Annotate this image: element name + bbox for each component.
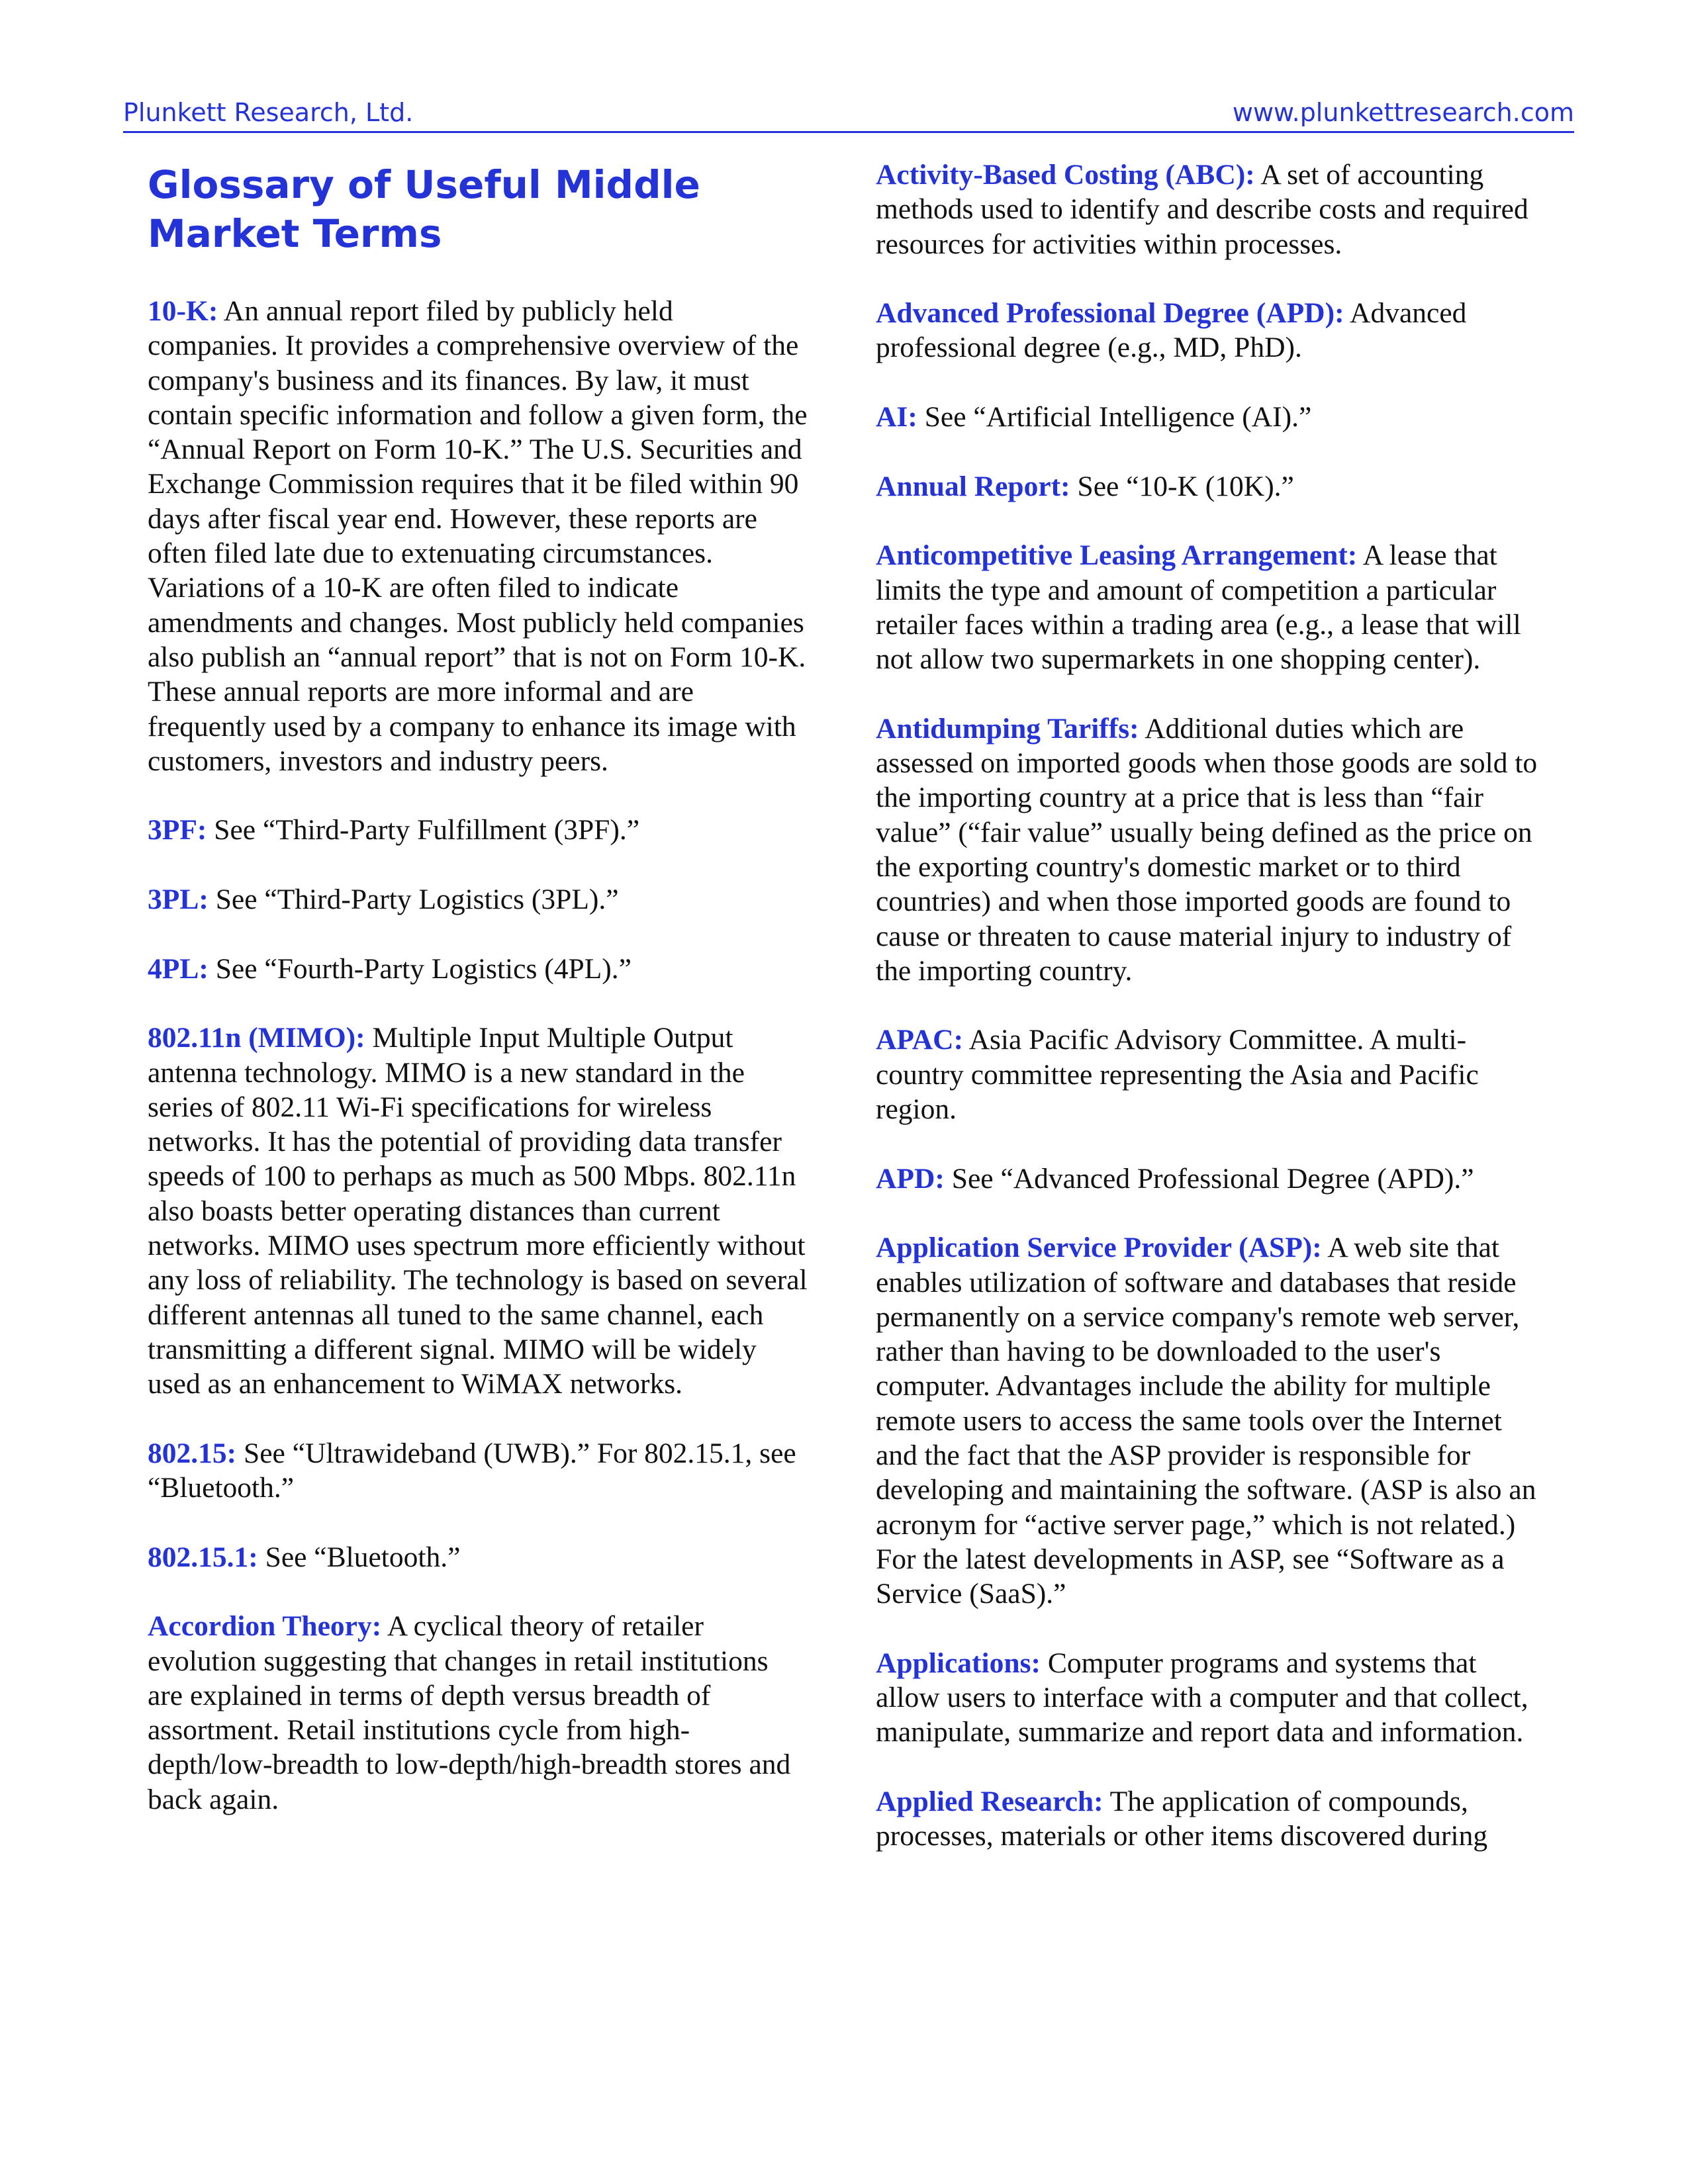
glossary-term: Accordion Theory: (148, 1610, 382, 1643)
glossary-term: APAC: (876, 1024, 964, 1056)
glossary-definition: See “Bluetooth.” (265, 1541, 461, 1573)
glossary-definition: Asia Pacific Advisory Committee. A multi-country committee representing the Asia and Pacific region. (876, 1024, 1479, 1126)
glossary-term: 3PF: (148, 814, 207, 846)
page-header (123, 98, 1574, 133)
glossary-entry (876, 296, 1544, 365)
glossary-term: Applied Research: (876, 1785, 1103, 1817)
glossary-entry (148, 1021, 810, 1401)
glossary-entry (876, 400, 1544, 434)
glossary-definition: See “Third-Party Logistics (3PL).” (215, 884, 619, 916)
glossary-definition: Advanced professional degree (e.g., MD, PhD). (876, 297, 1467, 364)
glossary-term: AI: (876, 401, 917, 433)
glossary-entry (148, 882, 810, 917)
website-link[interactable]: www.plunkettresearch.com (1232, 98, 1574, 127)
glossary-definition: A lease that limits the type and amount of competition a particular retailer faces within a trading area (e.g., a lease that will not allow two supermarkets in one shopping center). (876, 539, 1521, 676)
left-column (148, 158, 810, 1851)
glossary-term: Antidumping Tariffs: (876, 712, 1139, 745)
glossary-entry (876, 1023, 1544, 1126)
glossary-definition: See “Advanced Professional Degree (APD).” (951, 1162, 1474, 1195)
glossary-entry (148, 1609, 810, 1817)
glossary-entry (876, 1646, 1544, 1750)
glossary-term: 802.15.1: (148, 1541, 258, 1573)
glossary-definition: See “Third-Party Fulfillment (3PF).” (214, 814, 639, 846)
glossary-definition: Additional duties which are assessed on imported goods when those goods are sold to the importing country at a price that is less than “fair value” (“fair value” usually being defined as the price on the exporting country's domestic market or to third countries) and when those imported goods are found to cause or threaten to cause material injury to industry of the importing country. (876, 712, 1538, 987)
glossary-definition: A cyclical theory of retailer evolution suggesting that changes in retail institutions are explained in terms of depth versus breadth of assortment. Retail institutions cycle from high-depth/low-breadth to low-depth/high-breadth stores and back again. (148, 1610, 791, 1815)
glossary-entry (148, 1436, 810, 1506)
glossary-entry (876, 711, 1544, 988)
glossary-definition: An annual report filed by publicly held companies. It provides a comprehensive overview of the company's business and its finances. By law, it must contain specific information and follow a given form, the “Annual Report on Form 10-K.” The U.S. Securities and Exchange Commission requires that it be filed within 90 days after fiscal year end. However, these reports are often filed late due to extenuating circumstances. Variations of a 10-K are often filed to indicate amendments and changes. Most publicly held companies also publish an “annual report” that is not on Form 10-K. These annual reports are more informal and are frequently used by a company to enhance its image with customers, investors and industry peers. (148, 295, 808, 777)
glossary-term: Annual Report: (876, 470, 1070, 502)
glossary-definition: See “Ultrawideband (UWB).” For 802.15.1, see “Bluetooth.” (148, 1437, 796, 1504)
glossary-entry (148, 813, 810, 847)
glossary-definition: See “10-K (10K).” (1077, 470, 1294, 502)
glossary-term: Application Service Provider (ASP): (876, 1232, 1322, 1264)
glossary-entry (876, 538, 1544, 676)
glossary-definition: Multiple Input Multiple Output antenna technology. MIMO is a new standard in the series of 802.11 Wi-Fi specifications for wireless networks. It has the potential of providing data transfer speeds of 100 to perhaps as much as 500 Mbps. 802.11n also boasts better operating distances than current networks. MIMO uses spectrum more efficiently without any loss of reliability. The technology is based on several different antennas all tuned to the same channel, each transmitting a different signal. MIMO will be widely used as an enhancement to WiMAX networks. (148, 1022, 808, 1400)
glossary-term: 802.11n (MIMO): (148, 1022, 365, 1054)
glossary-entry (148, 294, 810, 778)
glossary-definition: The application of compounds, processes, materials or other items discovered during (876, 1785, 1488, 1852)
glossary-term: Anticompetitive Leasing Arrangement: (876, 539, 1358, 572)
glossary-entry (876, 469, 1544, 504)
right-column (876, 158, 1544, 1888)
glossary-entry (148, 952, 810, 986)
glossary-entry (876, 1230, 1544, 1611)
glossary-term: APD: (876, 1162, 945, 1195)
glossary-term: 10-K: (148, 295, 218, 327)
glossary-term: 3PL: (148, 884, 209, 916)
glossary-term: 4PL: (148, 952, 209, 985)
publisher-name: Plunkett Research, Ltd. (123, 98, 414, 127)
glossary-term: Activity-Based Costing (ABC): (876, 159, 1255, 191)
glossary-definition: See “Artificial Intelligence (AI).” (924, 401, 1312, 433)
page-title: Glossary of Useful Middle Market Terms (148, 162, 700, 256)
glossary-entry (876, 1784, 1544, 1854)
glossary-term: 802.15: (148, 1437, 237, 1469)
glossary-definition: A web site that enables utilization of software and databases that reside permanently on a service company's remote web server, rather than having to be downloaded to the user's computer. Advantages include the ability for multiple remote users to access the same tools over the Internet and the fact that the ASP provider is responsible for developing and maintaining the software. (ASP is also an acronym for “active server page,” which is not related.) For the latest developments in ASP, see “Software as a Service (SaaS).” (876, 1232, 1536, 1610)
glossary-entry (876, 1161, 1544, 1196)
glossary-definition: A set of accounting methods used to identify and describe costs and required resources for activities within processes. (876, 159, 1528, 260)
glossary-definition: See “Fourth-Party Logistics (4PL).” (215, 952, 632, 985)
glossary-definition: Computer programs and systems that allow users to interface with a computer and that collect, manipulate, summarize and report data and information. (876, 1647, 1528, 1749)
glossary-term: Advanced Professional Degree (APD): (876, 297, 1344, 330)
glossary-entry (148, 1540, 810, 1574)
glossary-entry (876, 158, 1544, 261)
glossary-term: Applications: (876, 1647, 1041, 1679)
